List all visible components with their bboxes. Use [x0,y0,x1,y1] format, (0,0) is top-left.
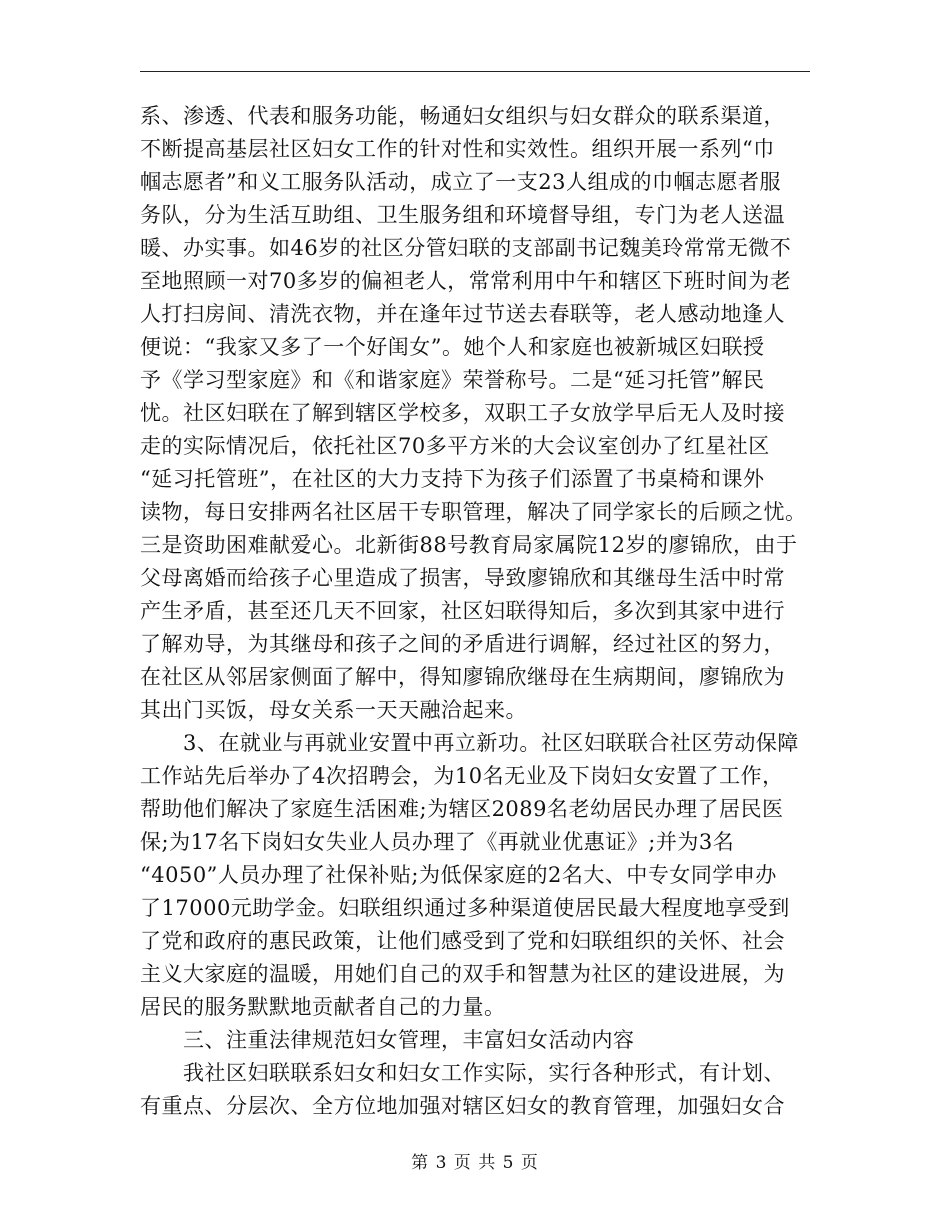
text-line: 其出门买饭，母女关系一天天融洽起来。 [140,698,527,722]
page-number-footer: 第 3 页 共 5 页 [411,1153,539,1173]
text-line: 父母离婚而给孩子心里造成了损害，导致廖锦欣和其继母生活中时常 [140,566,785,590]
text-line: 工作站先后举办了4次招聘会，为10名无业及下岗妇女安置了工作， [140,764,784,788]
text-line: 暖、办实事。如46岁的社区分管妇联的支部副书记魏美玲常常无微不 [140,236,792,260]
text-line: 走的实际情况后，依托社区70多平方米的大会议室创办了红星社区 [140,434,770,458]
text-line: “4050”人员办理了社保补贴;为低保家庭的2名大、中专女同学申办 [140,863,777,887]
text-line: “延习托管班”，在社区的大力支持下为孩子们添置了书桌椅和课外 [140,467,765,491]
text-line: 便说：“我家又多了一个好闺女”。她个人和家庭也被新城区妇联授 [140,335,765,359]
text-line: 帮助他们解决了家庭生活困难;为辖区2089名老幼居民办理了居民医 [140,797,784,821]
text-line: 予《学习型家庭》和《和谐家庭》荣誉称号。二是“延习托管”解民 [140,368,765,392]
text-line: 主义大家庭的温暖，用她们自己的双手和智慧为社区的建设进展，为 [140,962,785,986]
text-line: 了党和政府的惠民政策，让他们感受到了党和妇联组织的关怀、社会 [140,929,785,953]
text-line: 不断提高基层社区妇女工作的针对性和实效性。组织开展一系列“巾 [140,137,775,161]
header-rule [140,71,810,72]
text-line: 3、在就业与再就业安置中再立新功。社区妇联联合社区劳动保障 [140,731,799,755]
text-line: 帼志愿者”和义工服务队活动，成立了一支23人组成的巾帼志愿者服 [140,170,781,194]
text-line: 至地照顾一对70多岁的偏袒老人，常常利用中午和辖区下班时间为老 [140,269,792,293]
text-line: 有重点、分层次、全方位地加强对辖区妇女的教育管理，加强妇女合 [140,1094,785,1118]
text-line: 了17000元助学金。妇联组织通过多种渠道使居民最大程度地享受到 [140,896,790,920]
text-line: 我社区妇联联系妇女和妇女工作实际，实行各种形式，有计划、 [140,1061,785,1085]
text-line: 居民的服务默默地贡献者自己的力量。 [140,995,506,1019]
text-line: 忧。社区妇联在了解到辖区学校多，双职工子女放学早后无人及时接 [140,401,785,425]
text-line: 三是资助困难献爱心。北新街88号教育局家属院12岁的廖锦欣，由于 [140,533,798,557]
text-line: 三、注重法律规范妇女管理，丰富妇女活动内容 [140,1028,635,1052]
text-line: 产生矛盾，甚至还几天不回家，社区妇联得知后，多次到其家中进行 [140,599,785,623]
text-line: 读物，每日安排两名社区居干专职管理，解决了同学家长的后顾之忧。 [140,500,807,524]
text-line: 务队，分为生活互助组、卫生服务组和环境督导组，专门为老人送温 [140,203,785,227]
text-line: 系、渗透、代表和服务功能，畅通妇女组织与妇女群众的联系渠道， [140,104,785,128]
text-line: 保;为17名下岗妇女失业人员办理了《再就业优惠证》;并为3名 [140,830,735,854]
document-body [140,100,810,1123]
text-line: 在社区从邻居家侧面了解中，得知廖锦欣继母在生病期间，廖锦欣为 [140,665,785,689]
text-line: 人打扫房间、清洗衣物，并在逢年过节送去春联等，老人感动地逢人 [140,302,785,326]
text-line: 了解劝导，为其继母和孩子之间的矛盾进行调解，经过社区的努力， [140,632,785,656]
